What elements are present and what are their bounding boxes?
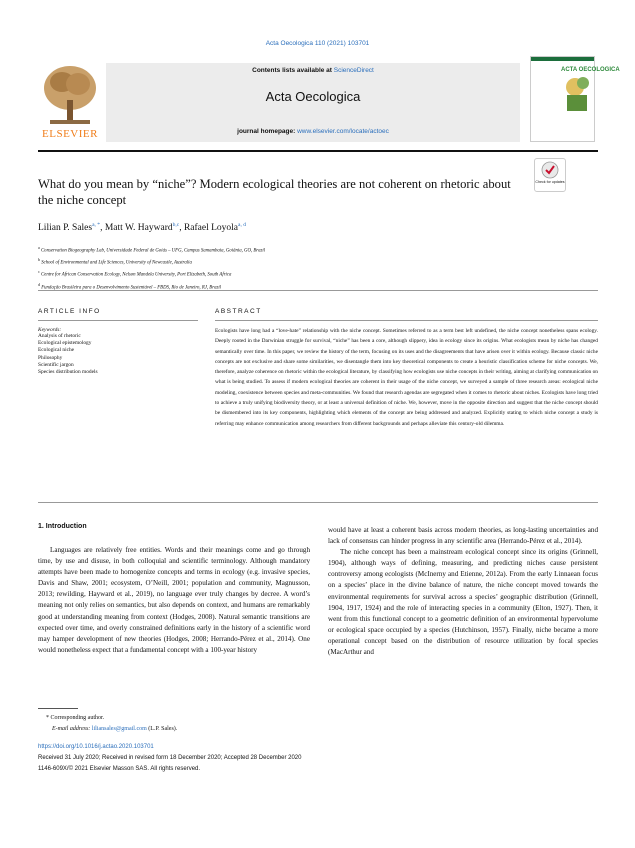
footnote-divider: [38, 708, 78, 709]
author-name[interactable]: Lilian P. Sales: [38, 223, 93, 234]
abstract-heading: ABSTRACT: [215, 308, 262, 315]
intro-paragraph: would have at least a coherent basis across modern theories, as long-lasting uncertainties and lack of consensus can hinder progress in any scientific area (Herrando-Pérez et al., 2014).: [328, 526, 598, 546]
intro-paragraph: The niche concept has been a mainstream ecological concept since its origins (Grinnell, 1904), although ways of defining, measuring, and predicting niches cause persistent controversy among ecologists (McInerny and Etienne, 2012a). From the early Linnaean focus on a species’ place in the divine balance of nature, the niche concept moved towards the environmental requirements for survival across a species’ geographic distribution (Grinnell, 1904, 1917, 1924) and the role of interacting species in a community (Elton, 1927). Then, it went from this functional concept to a geometric definition of an environmental hypervolume or ecological space occupied by a species (Hutchinson, 1957). Finally, niche became a more operational concept based on the distribution of resource utilization by focal species (MacArthur and: [328, 548, 598, 657]
keyword-item: Species distribution models: [38, 369, 98, 376]
contents-line: [106, 67, 520, 74]
check-for-updates-badge[interactable]: [534, 158, 566, 192]
copyright-line: 1146-609X/© 2021 Elsevier Masson SAS. All rights reserved.: [38, 766, 201, 772]
author-affiliation-marker[interactable]: a, d: [238, 222, 246, 228]
article-info-heading: ARTICLE INFO: [38, 308, 101, 315]
affiliation-item: $^c$ Centre for African Conservation Ecology, Nelson Mandela University, Port Elizabeth, South Africa: [38, 269, 232, 278]
email-line: E-mail address: liliansales@gmail.com (L.P. Sales).: [52, 726, 178, 732]
journal-reference[interactable]: Acta Oecologica 110 (2021) 103701: [265, 40, 370, 47]
keyword-item: Ecological epistemology: [38, 340, 92, 347]
abstract-bottom-divider: [38, 502, 598, 503]
abstract-body: [215, 326, 598, 429]
contents-prefix: Contents lists available at: [252, 67, 334, 74]
introduction-heading: 1. Introduction: [38, 523, 87, 530]
corresponding-author-note: [38, 713, 177, 735]
journal-cover-thumbnail[interactable]: [530, 56, 620, 142]
keyword-item: Philosophy: [38, 354, 63, 361]
author-name[interactable]: Matt W. Hayward: [104, 223, 173, 234]
affiliation-item: $^a$ Conservation Biogeography Lab, Universidade Federal de Goiás – UFG, Campus Samambaia, Goiânia, GO, Brazil: [38, 245, 266, 254]
intro-paragraph: Languages are relatively free entities. Words and their meanings come and go through time, by use and disuse, in both colloquial and scientific terminology. Although mandatory attempts have been made to homogenize concepts and terms in ecology (e.g. invasive species, Davis and Shaw, 2001; ecosystem, O’Neill, 2001; population and community, Magnusson, 2013; rewilding, Hayward et al., 2019), no language ever truly changes by decree. A word’s meaning not only relies on semantics, but also depends on context, and humans are remarkably good at understanding meaning from context (Hodges, 2008). Natural semantic transitions are expected over time, and overly constrained definitions early in the history of a scientific word may hamper development of new theories (Hodges, 2008; Herrando-Pérez et al., 2014). One would nonetheless expect that a fundamental concept with a 100-year history: [38, 546, 310, 654]
abstract-divider: [215, 320, 598, 321]
keywords-label: Keywords:: [38, 327, 62, 333]
left-column: [38, 545, 310, 656]
keyword-item: Analysis of rhetoric: [38, 333, 81, 339]
email-link[interactable]: liliansales@gmail.com: [91, 726, 147, 732]
affiliation-list: [38, 244, 598, 293]
keyword-item: Scientific jargon: [38, 361, 74, 368]
sciencedirect-link[interactable]: ScienceDirect: [333, 67, 374, 74]
elsevier-logo-text: ELSEVIER: [42, 128, 98, 140]
received-dates: Received 31 July 2020; Received in revised form 18 December 2020; Accepted 28 December 2020: [38, 755, 302, 761]
author-list: Lilian P. Sales$^{a, *}$, Matt W. Hayward$^{b,c}$, Rafael Loyola$^{a, d}$: [38, 222, 246, 234]
corresponding-label: * Corresponding author.: [46, 715, 105, 721]
header-divider: [38, 150, 598, 152]
affiliation-item: $^b$ School of Environmental and Life Sciences, University of Newcastle, Australia: [38, 257, 192, 266]
homepage-link[interactable]: www.elsevier.com/locate/actoec: [297, 128, 389, 135]
abstract-text: Ecologists have long had a “love-hate” relationship with the niche concept. Sometimes referred to as a term best left undefined, the niche concept nonetheless spans ecology. Deeply rooted in the Darwinian struggle for survival, “niche” has been a core, although slippery, idea in ecology since its origins. What ecologists mean by niche has changed semantically over time. In this paper, we review the history of the term, focusing on its uses and the disagreements that have arisen over it within ecology. Because classic niche concepts are not exclusive and share some similarities, we disentangle them into key theoretical components to create a heuristic classification scheme for niche concepts. We, therefore, analyze coherence on rhetoric within the ecological literature, by classifying how ecologists use niche concepts in their writing, aiming at clarifying communication on what is being studied. To assess if modern ecological theories are coherent in their usage of the niche concept, we surveyed a sample of three research areas: ecological niche modeling, coexistence between species and meta-communities. We found that research agendas are segregated when it comes to rhetoric about niches. Ecologists have long tried to achieve a truly unifying biodiversity theory, or at least a universal definition of niche. We, however, move in the opposite direction and suggest that the niche concept should be dismembered into its key components, highlighting which elements of the concept are being addressed and analyzed. Explicitly stating to which niche concept a study is referring may enhance communication among researchers from different backgrounds and perhaps alleviate this century-old dilemma.: [215, 328, 598, 427]
author-affiliation-marker[interactable]: b,c: [172, 222, 180, 228]
keyword-list: [38, 333, 98, 376]
check-for-updates-label: Check for updates: [535, 180, 565, 184]
journal-name: Acta Oecologica: [265, 89, 361, 104]
keyword-item: Ecological niche: [38, 347, 75, 354]
homepage-line: [106, 128, 520, 135]
author-name[interactable]: Rafael Loyola: [183, 223, 239, 234]
affiliation-item: $^d$ Fundação Brasileira para o Desenvolvimento Sustentável – FBDS, Rio de Janeiro, RJ, Brazil: [38, 281, 222, 291]
cover-title-text: ACTA OECOLOGICA: [561, 67, 620, 73]
doi-link[interactable]: https://doi.org/10.1016/j.actao.2020.103701: [38, 744, 154, 750]
affiliation-divider: [38, 290, 598, 291]
publication-info: [38, 742, 301, 775]
right-column: [328, 525, 598, 658]
homepage-label: journal homepage:: [237, 128, 298, 135]
article-info-divider: [38, 320, 198, 321]
author-affiliation-marker[interactable]: a, *: [92, 222, 101, 228]
article-title: What do you mean by “niche”? Modern ecological theories are not coherent on rhetoric about the niche concept: [38, 177, 511, 207]
